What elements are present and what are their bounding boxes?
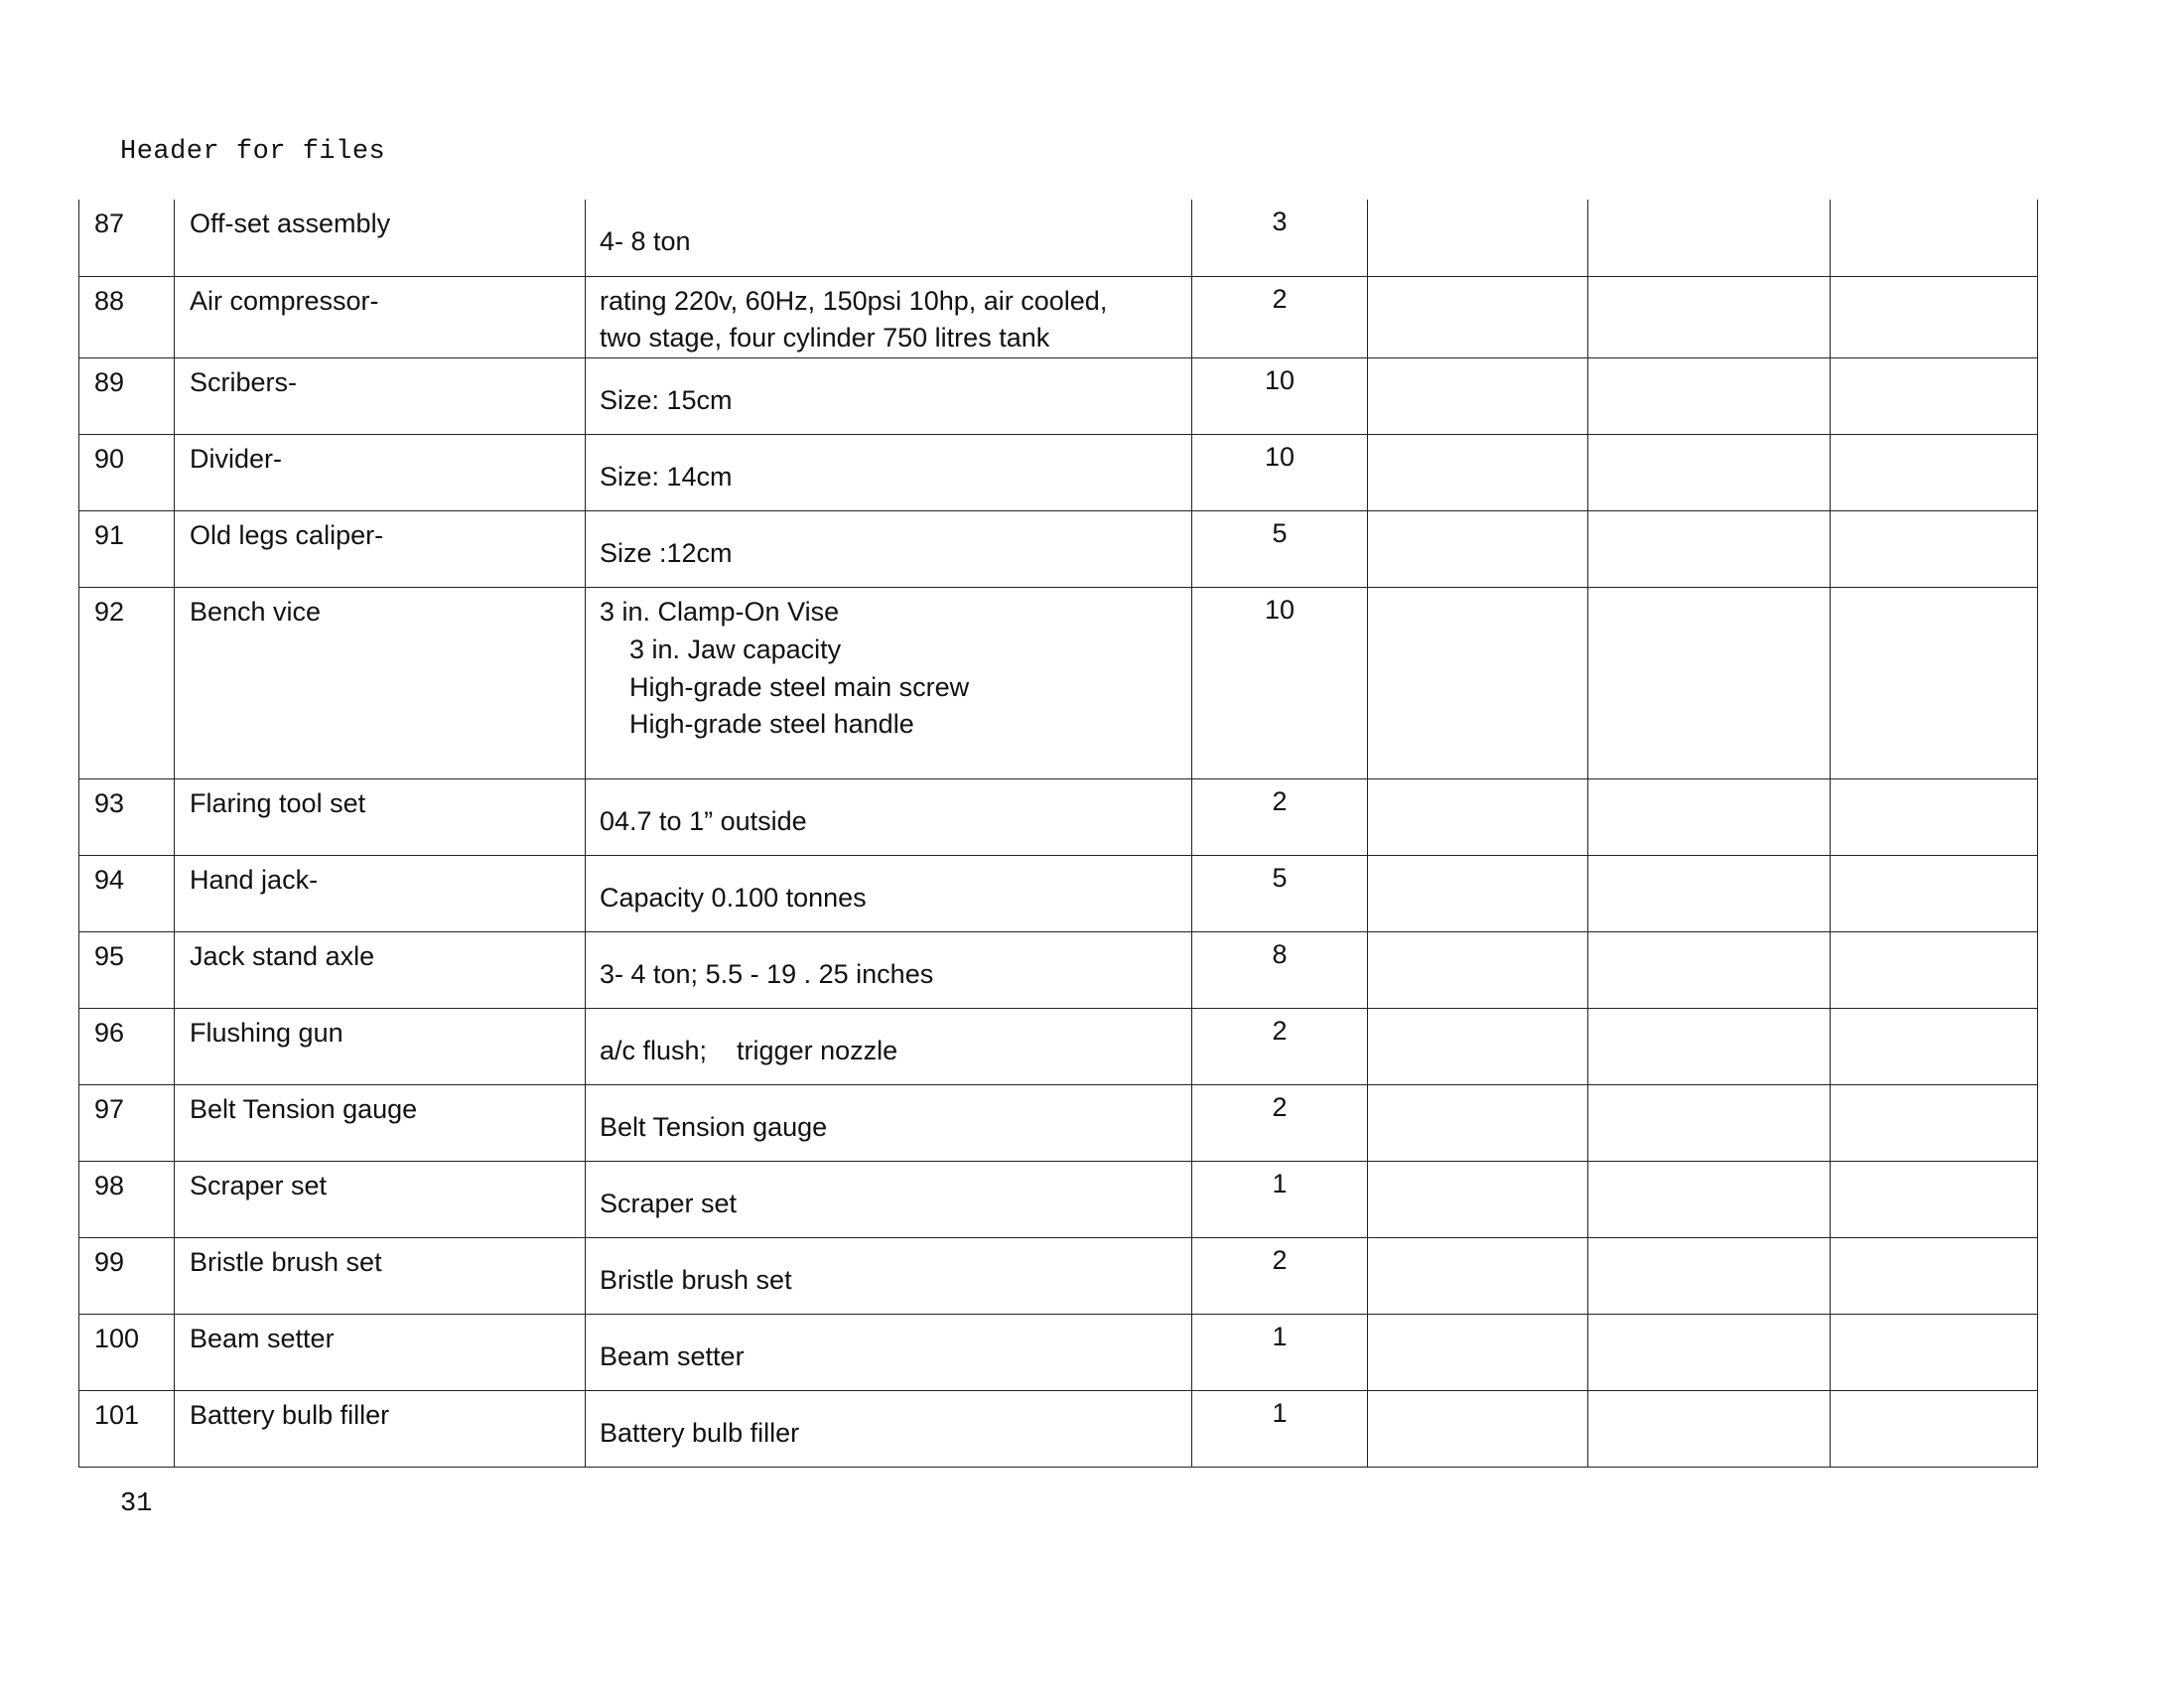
item-qty: 2 — [1272, 283, 1288, 314]
item-name: Bench vice — [190, 597, 322, 628]
cell-empty — [1588, 435, 1831, 511]
table-row — [79, 511, 2038, 588]
cell-empty — [1368, 1009, 1588, 1085]
cell-no — [79, 276, 175, 358]
cell-empty — [1831, 779, 2038, 856]
item-name: Flushing gun — [190, 1018, 343, 1049]
cell-empty — [1831, 1009, 2038, 1085]
cell-no — [79, 1009, 175, 1085]
cell-no — [79, 779, 175, 856]
cell-spec — [586, 1085, 1192, 1162]
cell-spec — [586, 856, 1192, 932]
item-number: 90 — [94, 444, 125, 475]
cell-item — [175, 358, 586, 435]
cell-qty — [1192, 1085, 1368, 1162]
item-qty: 5 — [1272, 518, 1288, 549]
cell-item — [175, 932, 586, 1009]
item-number: 93 — [94, 788, 125, 819]
cell-empty — [1368, 276, 1588, 358]
cell-qty — [1192, 511, 1368, 588]
item-spec: 04.7 to 1” outside — [600, 806, 807, 837]
cell-qty — [1192, 358, 1368, 435]
item-name: Belt Tension gauge — [190, 1094, 418, 1125]
table-row — [79, 1238, 2038, 1315]
cell-empty — [1588, 1238, 1831, 1315]
item-name: Hand jack- — [190, 865, 319, 896]
cell-item — [175, 856, 586, 932]
item-spec: rating 220v, 60Hz, 150psi 10hp, air cooled, two stage, four cylinder 750 litres tank — [600, 285, 1108, 353]
cell-empty — [1588, 358, 1831, 435]
cell-qty — [1192, 276, 1368, 358]
table-row — [79, 276, 2038, 358]
table-row — [79, 932, 2038, 1009]
cell-no — [79, 588, 175, 779]
cell-no — [79, 511, 175, 588]
item-qty: 1 — [1272, 1322, 1288, 1352]
cell-qty — [1192, 779, 1368, 856]
cell-spec — [586, 200, 1192, 276]
cell-spec — [586, 435, 1192, 511]
cell-qty — [1192, 932, 1368, 1009]
cell-no — [79, 435, 175, 511]
cell-empty — [1368, 1391, 1588, 1468]
item-number: 99 — [94, 1247, 125, 1278]
table-row — [79, 588, 2038, 779]
item-name: Battery bulb filler — [190, 1400, 390, 1431]
cell-spec — [586, 1162, 1192, 1238]
cell-qty — [1192, 1238, 1368, 1315]
item-qty: 3 — [1272, 207, 1288, 236]
cell-empty — [1588, 1162, 1831, 1238]
cell-empty — [1831, 932, 2038, 1009]
item-number: 100 — [94, 1324, 140, 1354]
cell-empty — [1588, 276, 1831, 358]
cell-empty — [1368, 435, 1588, 511]
table-row — [79, 1085, 2038, 1162]
cell-no — [79, 1238, 175, 1315]
cell-empty — [1588, 856, 1831, 932]
cell-empty — [1831, 588, 2038, 779]
item-name: Old legs caliper- — [190, 520, 384, 551]
cell-item — [175, 435, 586, 511]
cell-no — [79, 1315, 175, 1391]
item-spec: 3- 4 ton; 5.5 - 19 . 25 inches — [600, 959, 934, 990]
item-qty: 8 — [1272, 939, 1288, 970]
item-qty: 2 — [1272, 1016, 1288, 1047]
cell-empty — [1588, 1315, 1831, 1391]
item-number: 101 — [94, 1400, 140, 1431]
item-name: Beam setter — [190, 1324, 335, 1354]
cell-empty — [1368, 856, 1588, 932]
cell-empty — [1588, 588, 1831, 779]
cell-item — [175, 1162, 586, 1238]
cell-empty — [1831, 276, 2038, 358]
cell-item — [175, 1315, 586, 1391]
cell-spec — [586, 932, 1192, 1009]
cell-empty — [1831, 1238, 2038, 1315]
cell-empty — [1368, 1315, 1588, 1391]
cell-empty — [1831, 200, 2038, 276]
cell-empty — [1831, 1391, 2038, 1468]
item-name: Off-set assembly — [190, 209, 391, 238]
item-qty: 2 — [1272, 1092, 1288, 1123]
item-spec: Size: 14cm — [600, 462, 733, 492]
cell-empty — [1831, 1085, 2038, 1162]
table-row — [79, 358, 2038, 435]
item-qty: 5 — [1272, 863, 1288, 894]
cell-empty — [1368, 1162, 1588, 1238]
item-number: 87 — [94, 209, 125, 238]
cell-item — [175, 588, 586, 779]
cell-empty — [1831, 1315, 2038, 1391]
cell-empty — [1368, 588, 1588, 779]
item-qty: 1 — [1272, 1169, 1288, 1199]
equipment-table — [78, 200, 2038, 1468]
table-row — [79, 1009, 2038, 1085]
cell-empty — [1588, 779, 1831, 856]
cell-no — [79, 1391, 175, 1468]
cell-item — [175, 511, 586, 588]
item-number: 89 — [94, 367, 125, 398]
cell-qty — [1192, 1009, 1368, 1085]
item-number: 96 — [94, 1018, 125, 1049]
cell-empty — [1368, 779, 1588, 856]
cell-qty — [1192, 435, 1368, 511]
item-name: Divider- — [190, 444, 283, 475]
cell-empty — [1588, 1009, 1831, 1085]
cell-qty — [1192, 1391, 1368, 1468]
item-number: 94 — [94, 865, 125, 896]
cell-no — [79, 1162, 175, 1238]
cell-no — [79, 856, 175, 932]
cell-qty — [1192, 200, 1368, 276]
cell-empty — [1588, 1085, 1831, 1162]
item-spec: a/c flush; trigger nozzle — [600, 1036, 898, 1066]
cell-qty — [1192, 1162, 1368, 1238]
item-qty: 1 — [1272, 1398, 1288, 1429]
item-number: 91 — [94, 520, 125, 551]
cell-empty — [1588, 1391, 1831, 1468]
cell-empty — [1831, 856, 2038, 932]
table-row — [79, 1162, 2038, 1238]
cell-spec — [586, 511, 1192, 588]
cell-qty — [1192, 588, 1368, 779]
cell-empty — [1831, 511, 2038, 588]
cell-empty — [1368, 358, 1588, 435]
cell-spec — [586, 588, 1192, 779]
cell-item — [175, 1085, 586, 1162]
item-qty: 2 — [1272, 1245, 1288, 1276]
item-qty: 10 — [1264, 595, 1296, 626]
cell-no — [79, 1085, 175, 1162]
item-number: 98 — [94, 1171, 125, 1201]
item-spec: Belt Tension gauge — [600, 1112, 828, 1143]
item-spec: 3 in. Clamp-On Vise 3 in. Jaw capacity High-grade steel main screw High-grade steel handle — [600, 597, 970, 740]
item-number: 88 — [94, 285, 125, 316]
item-name: Jack stand axle — [190, 941, 375, 972]
table-row — [79, 1391, 2038, 1468]
cell-empty — [1368, 1085, 1588, 1162]
cell-qty — [1192, 856, 1368, 932]
item-number: 92 — [94, 597, 125, 628]
item-spec: Beam setter — [600, 1341, 745, 1372]
cell-item — [175, 1391, 586, 1468]
cell-no — [79, 932, 175, 1009]
table-row — [79, 779, 2038, 856]
cell-spec — [586, 358, 1192, 435]
table-row — [79, 435, 2038, 511]
cell-empty — [1368, 932, 1588, 1009]
cell-empty — [1831, 435, 2038, 511]
item-name: Air compressor- — [190, 285, 379, 316]
item-qty: 10 — [1264, 365, 1296, 396]
cell-no — [79, 358, 175, 435]
cell-empty — [1831, 358, 2038, 435]
item-name: Scribers- — [190, 367, 298, 398]
item-qty: 10 — [1264, 442, 1296, 473]
item-spec: Scraper set — [600, 1189, 738, 1219]
item-spec: Capacity 0.100 tonnes — [600, 883, 867, 914]
cell-qty — [1192, 1315, 1368, 1391]
item-spec: Bristle brush set — [600, 1265, 792, 1296]
page-number: 31 — [120, 1489, 153, 1519]
item-number: 95 — [94, 941, 125, 972]
cell-empty — [1831, 1162, 2038, 1238]
cell-empty — [1368, 511, 1588, 588]
item-spec: 4- 8 ton — [600, 226, 691, 256]
cell-empty — [1368, 1238, 1588, 1315]
item-number: 97 — [94, 1094, 125, 1125]
item-qty: 2 — [1272, 786, 1288, 817]
cell-spec — [586, 276, 1192, 358]
cell-empty — [1588, 511, 1831, 588]
item-spec: Battery bulb filler — [600, 1418, 800, 1449]
cell-empty — [1588, 932, 1831, 1009]
table-row — [79, 856, 2038, 932]
cell-item — [175, 1009, 586, 1085]
item-name: Flaring tool set — [190, 788, 366, 819]
page-header: Header for files — [120, 137, 386, 167]
cell-item — [175, 200, 586, 276]
cell-empty — [1368, 200, 1588, 276]
cell-item — [175, 276, 586, 358]
cell-spec — [586, 779, 1192, 856]
cell-spec — [586, 1009, 1192, 1085]
cell-spec — [586, 1238, 1192, 1315]
table-row — [79, 200, 2038, 276]
cell-spec — [586, 1391, 1192, 1468]
item-spec: Size: 15cm — [600, 385, 733, 416]
item-name: Scraper set — [190, 1171, 328, 1201]
table-row — [79, 1315, 2038, 1391]
cell-no — [79, 200, 175, 276]
item-name: Bristle brush set — [190, 1247, 382, 1278]
item-spec: Size :12cm — [600, 538, 733, 569]
cell-spec — [586, 1315, 1192, 1391]
cell-empty — [1588, 200, 1831, 276]
cell-item — [175, 779, 586, 856]
cell-item — [175, 1238, 586, 1315]
